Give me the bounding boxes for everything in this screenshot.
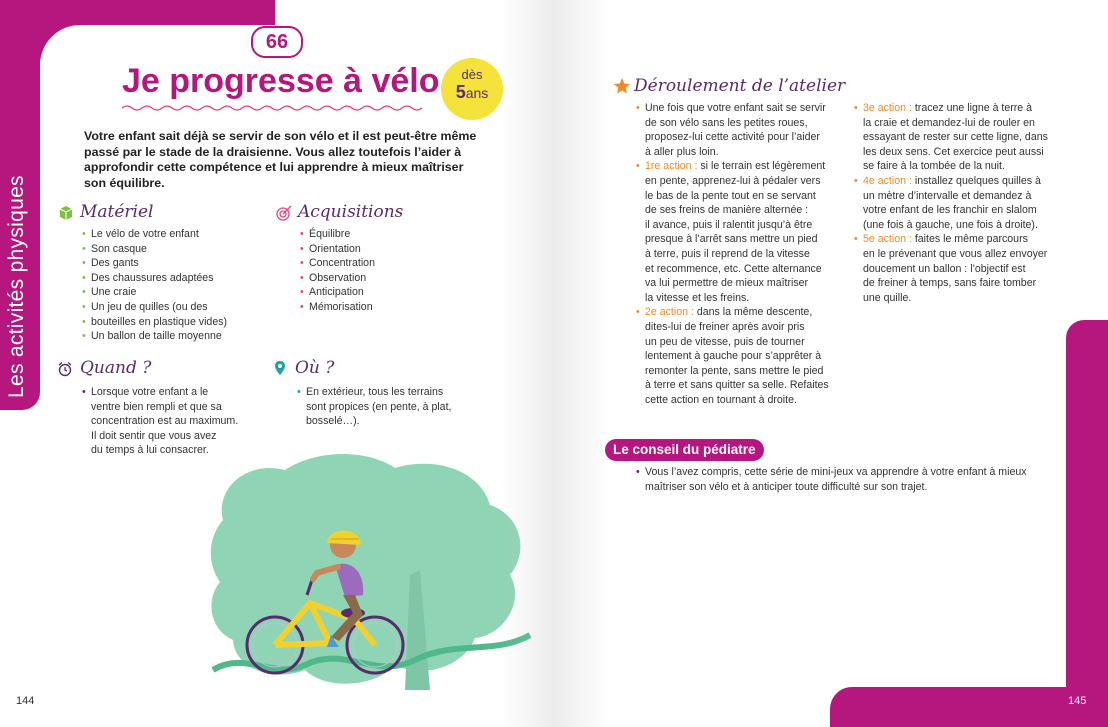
text-line: Lorsque votre enfant a le [91, 386, 209, 398]
materiel-list [82, 227, 272, 344]
text-line: Il doit sentir que vous avez [91, 429, 217, 442]
age-badge [441, 58, 503, 120]
list-item [82, 385, 272, 458]
text-line: doucement un ballon : l’objectif est [863, 262, 1026, 275]
text-line: faites le même parcours [914, 233, 1028, 246]
text-line: maîtriser son vélo et à anticiper toute difficulté sur son trajet. [645, 480, 928, 493]
list-item: • Le vélo de votre enfant [82, 227, 272, 242]
list-item: • Un jeu de quilles (ou des [82, 300, 272, 315]
quand-heading: Quand ? [80, 358, 152, 378]
list-item [854, 174, 1079, 232]
text-line: proposez-lui cette activité pour l’aider [645, 131, 820, 144]
text-line: Vous l’avez compris, cette série de mini-jeux va apprendre à votre enfant à mieux [645, 466, 1027, 478]
text-line: un mètre d’intervalle et demandez à [863, 189, 1032, 202]
text-line: la vitesse et les freins. [645, 291, 750, 304]
list-item [636, 305, 851, 407]
age-number: 5 [455, 82, 466, 102]
page-number-right: 145 [1068, 695, 1087, 707]
action-label: 1re action : [645, 160, 698, 173]
text-line: et recommence, etc. Cette alternance [645, 262, 822, 275]
materiel-heading: Matériel [80, 202, 154, 222]
list-item [297, 385, 497, 429]
text-line: il avance, puis il ralentit jusqu’à être [645, 218, 813, 231]
age-unit: ans [465, 85, 489, 101]
text-line: la craie et demandez-lui de rouler en [863, 116, 1035, 129]
action-label: 5e action : [863, 233, 912, 246]
text-line: (une fois à gauche, une fois à droite). [863, 218, 1038, 231]
text-line: sont propices (en pente, à plat, [306, 400, 452, 413]
list-item: • Des gants [82, 256, 272, 271]
text-line: va lui permettre de mieux maîtriser [645, 277, 809, 290]
text-line: en pente, apprenez-lui à pédaler vers [645, 174, 821, 187]
text-line: presque à l’arrêt sans mettre un pied [645, 233, 818, 246]
action-label: 4e action : [863, 174, 912, 187]
list-item: • Un ballon de taille moyenne [82, 329, 272, 344]
text-line: à terre et sans quitter sa selle. Refaites [645, 379, 829, 392]
ou-text [297, 385, 497, 429]
text-line: du temps à lui consacrer. [91, 444, 209, 457]
text-line: essayant de rester sur cette ligne, dans [863, 131, 1048, 144]
text-line: tracez une ligne à terre à [914, 102, 1033, 114]
list-item [854, 101, 1079, 174]
activity-number: 66 [251, 26, 303, 58]
text-line: à aller plus loin. [645, 145, 719, 158]
age-value [441, 82, 503, 103]
advice-heading: Le conseil du pédiatre [605, 439, 764, 461]
title-underline [122, 104, 427, 112]
alarm-clock-icon [57, 361, 73, 377]
text-line: à terre, puis il reprend de la vitesse [645, 247, 810, 260]
text-line: cette action en tournant à droite. [645, 393, 797, 406]
page-number-left: 144 [16, 695, 35, 707]
list-item [636, 101, 851, 159]
text-line: de freiner à temps, sans faire tomber [863, 277, 1037, 290]
intro-text: Votre enfant sait déjà se servir de son vélo et il est peut-être même passé par le stade de la draisienne. Vous allez toutefois l’aider à approfondir cette compétence et lui apprendre à mieux maîtriser son équilibre. [84, 129, 477, 190]
text-line: concentration est au maximum. [91, 415, 239, 428]
list-item: • Observation [300, 271, 460, 286]
right-side-tab [1066, 320, 1108, 727]
acquisitions-list [300, 227, 460, 315]
page-title: Je progresse à vélo [122, 62, 440, 100]
text-line: votre enfant de les franchir en slalom [863, 204, 1037, 217]
list-item-continued [82, 315, 272, 330]
quand-text [82, 385, 272, 458]
list-item [854, 232, 1079, 305]
deroulement-column-1 [636, 101, 851, 407]
list-item: • Concentration [300, 256, 460, 271]
list-item: • Équilibre [300, 227, 460, 242]
text-line: lentement à gauche pour s’apprêter à [645, 350, 822, 363]
list-item [636, 159, 851, 305]
right-bottom-band [830, 687, 1108, 727]
text-line: si le terrain est légèrement [700, 160, 826, 173]
action-label: 3e action : [863, 102, 912, 114]
list-item [636, 465, 1056, 494]
text-line: de ses freins de manière alternée : [645, 204, 809, 217]
text-line: Une fois que votre enfant sait se servir [645, 102, 826, 114]
list-item: • Mémorisation [300, 300, 460, 315]
list-item-continued-text: bouteilles en plastique vides) [91, 315, 228, 328]
text-line: les deux sens. Cet exercice peut aussi [863, 145, 1044, 158]
acquisitions-heading: Acquisitions [298, 202, 404, 222]
text-line: en le prévenant que vous allez envoyer [863, 247, 1048, 260]
advice-text [636, 465, 1056, 494]
cube-icon [58, 205, 74, 221]
text-line: une quille. [863, 291, 912, 304]
text-line: bosselé…). [306, 415, 360, 428]
text-line: le bas de la pente tout en se servant [645, 189, 816, 202]
list-item: • Une craie [82, 285, 272, 300]
target-icon [276, 205, 292, 221]
child-riding-bicycle-illustration [205, 450, 535, 700]
text-line: un peu de vitesse, puis de tourner [645, 335, 805, 348]
text-line: installez quelques quilles à [914, 174, 1041, 187]
deroulement-heading: Déroulement de l’atelier [634, 76, 846, 96]
text-line: dans la même descente, [696, 306, 813, 319]
text-line: de son vélo sans les petites roues, [645, 116, 808, 129]
text-line: remonter la pente, sans mettre le pied [645, 364, 824, 377]
text-line: ventre bien rempli et que sa [91, 400, 222, 413]
text-line: se faire à la tombée de la nuit. [863, 160, 1005, 173]
star-icon [613, 77, 631, 95]
list-item: • Son casque [82, 242, 272, 257]
age-prefix: dès [461, 67, 483, 82]
action-label: 2e action : [645, 306, 694, 319]
right-page [554, 0, 1108, 727]
side-title: Les activités physiques [5, 175, 28, 398]
list-item: • Anticipation [300, 285, 460, 300]
list-item: • Orientation [300, 242, 460, 257]
deroulement-column-2 [854, 101, 1079, 305]
text-line: En extérieur, tous les terrains [306, 386, 444, 398]
location-pin-icon [272, 360, 288, 376]
ou-heading: Où ? [295, 358, 335, 378]
list-item: • Des chaussures adaptées [82, 271, 272, 286]
text-line: dites-lui de freiner après avoir pris [645, 320, 805, 333]
